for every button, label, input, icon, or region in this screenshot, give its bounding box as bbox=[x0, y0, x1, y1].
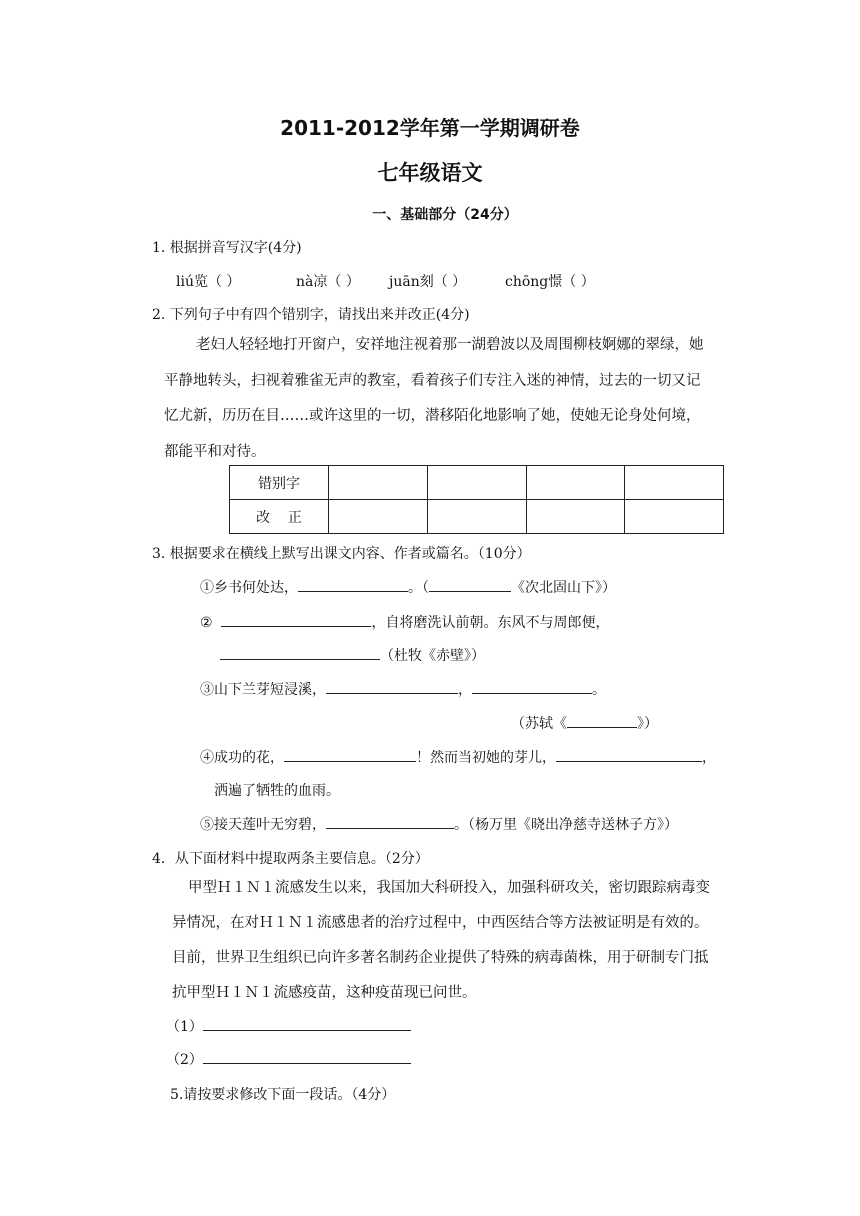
q4-answer-1 bbox=[166, 1016, 411, 1036]
answer-cell[interactable] bbox=[625, 500, 724, 534]
answer-blank[interactable] bbox=[203, 1049, 411, 1064]
q3-text: ，自将磨洗认前朝。东风不与周郎便， bbox=[371, 615, 610, 631]
q2-prompt: 2. 下列句子中有四个错别字，请找出来并改正(4分) bbox=[152, 307, 470, 323]
q2-line: 忆尤新，历历在目……或许这里的一切，潜移陌化地影响了她，使她无论身处何境， bbox=[164, 408, 701, 424]
q5-prompt: 5.请按要求修改下面一段话。（4分） bbox=[170, 1087, 396, 1103]
q3-line-3 bbox=[200, 679, 606, 699]
q3-text: ！然而当初她的芽儿， bbox=[416, 750, 556, 766]
q3-text: ， bbox=[702, 750, 716, 766]
q4-line: 抗甲型Ｈ１Ｎ１流感疫苗，这种疫苗现已问世。 bbox=[172, 985, 477, 1001]
answer-blank[interactable] bbox=[556, 747, 702, 762]
answer-cell[interactable] bbox=[526, 466, 625, 500]
q4-prompt: 4．从下面材料中提取两条主要信息。（2分） bbox=[152, 851, 429, 867]
answer-blank[interactable] bbox=[298, 577, 408, 592]
q4-line: 甲型Ｈ１Ｎ１流感发生以来，我国加大科研投入，加强科研攻关，密切跟踪病毒变 bbox=[188, 880, 710, 896]
answer-blank[interactable] bbox=[472, 679, 592, 694]
q2-passage bbox=[156, 328, 736, 470]
answer-blank[interactable] bbox=[326, 814, 454, 829]
answer-blank[interactable] bbox=[203, 1016, 411, 1031]
q2-line: 平静地转头，扫视着雅雀无声的教室，看着孩子们专注入迷的神情，过去的一切又记 bbox=[164, 372, 701, 389]
q2-line: 都能平和对待。 bbox=[164, 443, 266, 460]
answer-cell[interactable] bbox=[329, 500, 428, 534]
correction-label: 改 正 bbox=[230, 500, 329, 534]
q4-passage bbox=[172, 871, 737, 1011]
q3-text: （苏轼《 bbox=[511, 716, 567, 732]
q3-line-4 bbox=[200, 747, 716, 767]
q3-prompt: 3. 根据要求在横线上默写出课文内容、作者或篇名。（10分） bbox=[152, 546, 531, 562]
q2-line: 老妇人轻轻地打开窗户，安祥地注视着那一湖碧波以及周围柳枝婀娜的翠绿，她 bbox=[196, 337, 704, 353]
q3-text: 》） bbox=[637, 716, 658, 732]
q3-text: ④成功的花， bbox=[200, 750, 284, 766]
answer-cell[interactable] bbox=[526, 500, 625, 534]
answer-cell[interactable] bbox=[625, 466, 724, 500]
q3-line-4b: 洒遍了牺牲的血雨。 bbox=[214, 783, 340, 799]
q3-text: （杜牧《赤壁》） bbox=[380, 648, 485, 664]
q3-text: 。 bbox=[592, 682, 606, 698]
q1-item-1: liú览（ ） bbox=[176, 274, 241, 290]
subject-title: 七年级语文 bbox=[377, 161, 483, 185]
answer-number: （2） bbox=[166, 1052, 203, 1068]
typo-label: 错别字 bbox=[230, 466, 329, 500]
answer-number: （1） bbox=[166, 1019, 203, 1035]
q3-text: ⑤接天莲叶无穷碧， bbox=[200, 817, 326, 833]
q3-line-3b bbox=[511, 713, 658, 733]
exam-title: 2011-2012学年第一学期调研卷 bbox=[280, 116, 580, 140]
answer-cell[interactable] bbox=[427, 466, 526, 500]
q3-text: 《次北固山下》） bbox=[511, 580, 616, 596]
q3-text: ③山下兰芽短浸溪， bbox=[200, 682, 326, 698]
q1-item-2: nà凉（ ） bbox=[296, 274, 360, 290]
answer-blank[interactable] bbox=[221, 612, 371, 627]
typo-correction-table bbox=[229, 465, 724, 534]
q4-answer-2 bbox=[166, 1049, 411, 1069]
answer-blank[interactable] bbox=[284, 747, 416, 762]
table-row bbox=[230, 466, 724, 500]
q3-text: ② bbox=[200, 615, 213, 631]
q3-line-2 bbox=[200, 612, 609, 632]
q3-line-5 bbox=[200, 814, 678, 834]
table-row bbox=[230, 500, 724, 534]
q3-line-1 bbox=[200, 577, 616, 597]
q1-prompt: 1. 根据拼音写汉字(4分) bbox=[152, 240, 302, 256]
answer-blank[interactable] bbox=[220, 645, 380, 660]
q3-line-2b bbox=[220, 645, 485, 665]
q1-item-3: juān刻（ ） bbox=[389, 274, 467, 290]
q3-text: ①乡书何处达， bbox=[200, 580, 298, 596]
answer-blank[interactable] bbox=[429, 577, 511, 592]
q3-text: 。（ bbox=[408, 580, 429, 596]
q3-text: 。（杨万里《晓出净慈寺送林子方》） bbox=[454, 817, 678, 833]
answer-cell[interactable] bbox=[329, 466, 428, 500]
answer-blank[interactable] bbox=[567, 713, 637, 728]
answer-blank[interactable] bbox=[326, 679, 458, 694]
q4-line: 目前，世界卫生组织已向许多著名制药企业提供了特殊的病毒菌株，用于研制专门抵 bbox=[172, 950, 709, 966]
q4-line: 异情况，在对Ｈ１Ｎ１流感患者的治疗过程中，中西医结合等方法被证明是有效的。 bbox=[172, 915, 709, 931]
section-heading: 一、基础部分（24分） bbox=[372, 207, 518, 223]
answer-cell[interactable] bbox=[427, 500, 526, 534]
q1-item-4: chōng憬（ ） bbox=[505, 274, 595, 290]
q3-text: ， bbox=[458, 682, 472, 698]
